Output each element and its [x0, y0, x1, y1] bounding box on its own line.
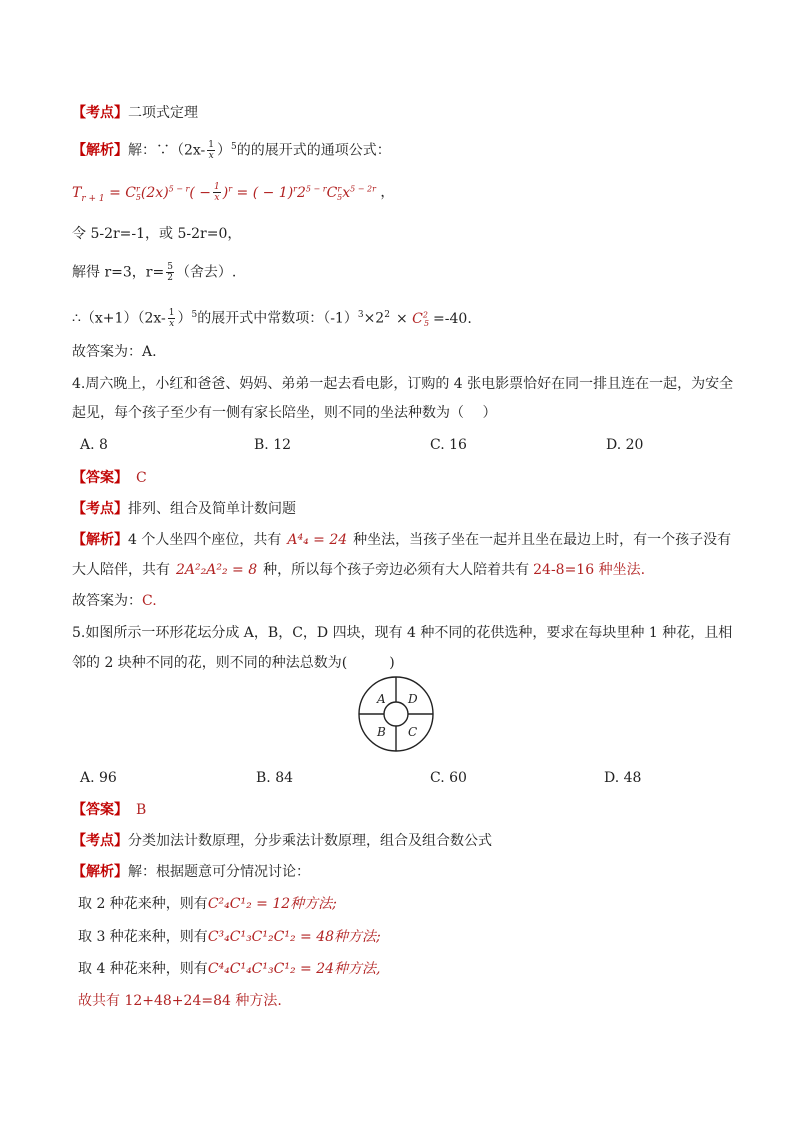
case-text: 取 4 种花来种，则有	[78, 961, 208, 977]
jiexi-text: 4 个人坐四个座位，共有	[128, 532, 282, 548]
fraction-1-over-x: $\frac{1}{x}$	[168, 308, 175, 330]
fraction-1-over-x: $\frac{1}{x}$	[208, 140, 215, 162]
jiexi-text: 的的展开式的通项公式：	[236, 142, 391, 159]
q4-option-d: D. 20	[606, 437, 644, 453]
q4-stem-line-1: 4.周六晚上，小红和爸爸、妈妈、弟弟一起去看电影，订购的 4 张电影票恰好在同一排且连在一起，为安全	[72, 376, 734, 392]
inner-circle	[384, 702, 408, 726]
q3-answer-line: 故答案为：A.	[72, 344, 157, 360]
q4-stem-line-2: 起见，每个孩子至少有一侧有家长陪坐，则不同的坐法种数为（ ）	[72, 405, 497, 421]
case-formula: C²₄C¹₂ = 12种方法;	[207, 896, 337, 912]
q4-kaodian-line	[72, 500, 296, 518]
q5-option-a: A. 96	[80, 770, 117, 786]
fraction-5-over-2: $\frac{5}{2}$	[167, 262, 173, 283]
case-formula: C³₄C¹₃C¹₂C¹₂ = 48种方法;	[207, 929, 381, 945]
general-term-formula: $T_{r + 1} = C^r_5(2x)^{5 - r}$( − $\frac{1}{x}$ )$^r$ = ( − $1)^r2^{5 - r}C^r_5x^{5 - 2r}$	[72, 182, 376, 204]
q5-kaodian-line	[72, 832, 492, 850]
kaodian-tag: 【考点】	[72, 501, 128, 517]
permutation-formula: A⁴₄ = 24	[287, 532, 348, 548]
permutation-formula: 2A²₂A²₂ = 8	[176, 562, 258, 578]
jiexi-text: ）	[217, 142, 232, 159]
q5-jiexi-line	[72, 863, 310, 881]
exponent: 5	[191, 310, 198, 320]
exponent: 5	[231, 142, 237, 152]
jiexi-text: 种，所以每个孩子旁边必须有大人陪着共有	[263, 562, 530, 578]
jiexi-tag: 【解析】	[72, 142, 128, 159]
q5-option-b: B. 84	[256, 770, 294, 786]
combination-c52: $C^2_5$	[407, 310, 430, 329]
daan-tag: 【答案】	[72, 470, 128, 486]
q5-answer-line	[72, 801, 146, 819]
answer-value: B	[136, 802, 147, 818]
final-answer: C.	[142, 593, 157, 609]
exponent: 2	[384, 310, 390, 320]
q4-jiexi-line-1	[72, 531, 731, 549]
region-label-c: C	[408, 725, 418, 739]
q3-constant-line	[72, 306, 472, 333]
jiexi-tag: 【解析】	[72, 864, 128, 880]
q5-case-2	[78, 928, 381, 946]
q4-option-c: C. 16	[430, 437, 467, 453]
jiexi-text: 大人陪伴，共有	[72, 562, 170, 578]
q5-stem-line-1: 5.如图所示一环形花坛分成 A，B，C，D 四块，现有 4 种不同的花供选种，要求在每块里种 1 种花，且相	[72, 625, 733, 641]
kaodian-text: 排列、组合及简单计数问题	[128, 501, 296, 517]
q3-solve-line	[72, 262, 236, 283]
case-formula: C⁴₄C¹₄C¹₃C¹₂ = 24种方法,	[207, 961, 381, 977]
final-text: 故答案为：	[72, 593, 142, 609]
ring-flowerbed-diagram	[358, 676, 434, 752]
jiexi-result: 24-8=16 种坐法.	[533, 562, 646, 578]
const-text: =-40.	[433, 310, 472, 327]
q3-formula-line: $T_{r + 1} = C^r_5(2x)^{5 - r}$( − $\frac{1}{x}$ )$^r$ = ( − $1)^r2^{5 - r}C^r_5x^{5 - 2r}$ ，	[72, 182, 395, 204]
case-text: 取 3 种花来种，则有	[78, 929, 208, 945]
q5-case-3	[78, 960, 380, 978]
region-label-a: A	[377, 692, 386, 706]
const-text: ）	[177, 310, 192, 327]
q5-case-1	[78, 895, 337, 913]
q4-final-line	[72, 592, 157, 610]
q5-stem-line-2: 邻的 2 块种不同的花，则不同的种法总数为( )	[72, 655, 395, 671]
q5-total-line	[78, 992, 282, 1010]
q5-option-d: D. 48	[604, 770, 642, 786]
jiexi-text: 解：根据题意可分情况讨论：	[128, 864, 310, 880]
jiexi-tag: 【解析】	[72, 532, 128, 548]
q4-option-a: A. 8	[80, 437, 108, 453]
kaodian-text: 二项式定理	[128, 105, 198, 121]
case-text: 取 2 种花来种，则有	[78, 896, 208, 912]
jiexi-text: 解：∵（2x-	[128, 142, 206, 159]
q4-answer-line	[72, 469, 147, 487]
q3-kaodian-line	[72, 104, 198, 122]
kaodian-tag: 【考点】	[72, 105, 128, 121]
daan-tag: 【答案】	[72, 802, 128, 818]
q4-jiexi-line-2	[72, 561, 645, 579]
solve-text: 解得 r=3，r=	[72, 264, 165, 281]
solve-text: （舍去）.	[175, 264, 237, 281]
kaodian-tag: 【考点】	[72, 833, 128, 849]
q3-jiexi-line	[72, 138, 391, 161]
jiexi-text: 种坐法，当孩子坐在一起并且坐在最边上时，有一个孩子没有	[353, 532, 732, 548]
q4-option-b: B. 12	[254, 437, 292, 453]
const-text: 的展开式中常数项：（-1）	[197, 310, 358, 327]
total-text: 故共有 12+48+24=84 种方法.	[78, 993, 282, 1009]
const-text: ∴（x+1）（2x-	[72, 310, 166, 327]
region-label-d: D	[408, 692, 418, 706]
answer-value: C	[136, 470, 147, 486]
q3-let-line: 令 5-2r=-1，或 5-2r=0，	[72, 226, 242, 242]
const-text: ×2	[363, 310, 385, 327]
exponent: 3	[357, 310, 364, 320]
region-label-b: B	[377, 725, 386, 739]
kaodian-text: 分类加法计数原理，分步乘法计数原理，组合及组合数公式	[128, 833, 492, 849]
q5-option-c: C. 60	[430, 770, 467, 786]
const-text: ×	[395, 310, 408, 327]
